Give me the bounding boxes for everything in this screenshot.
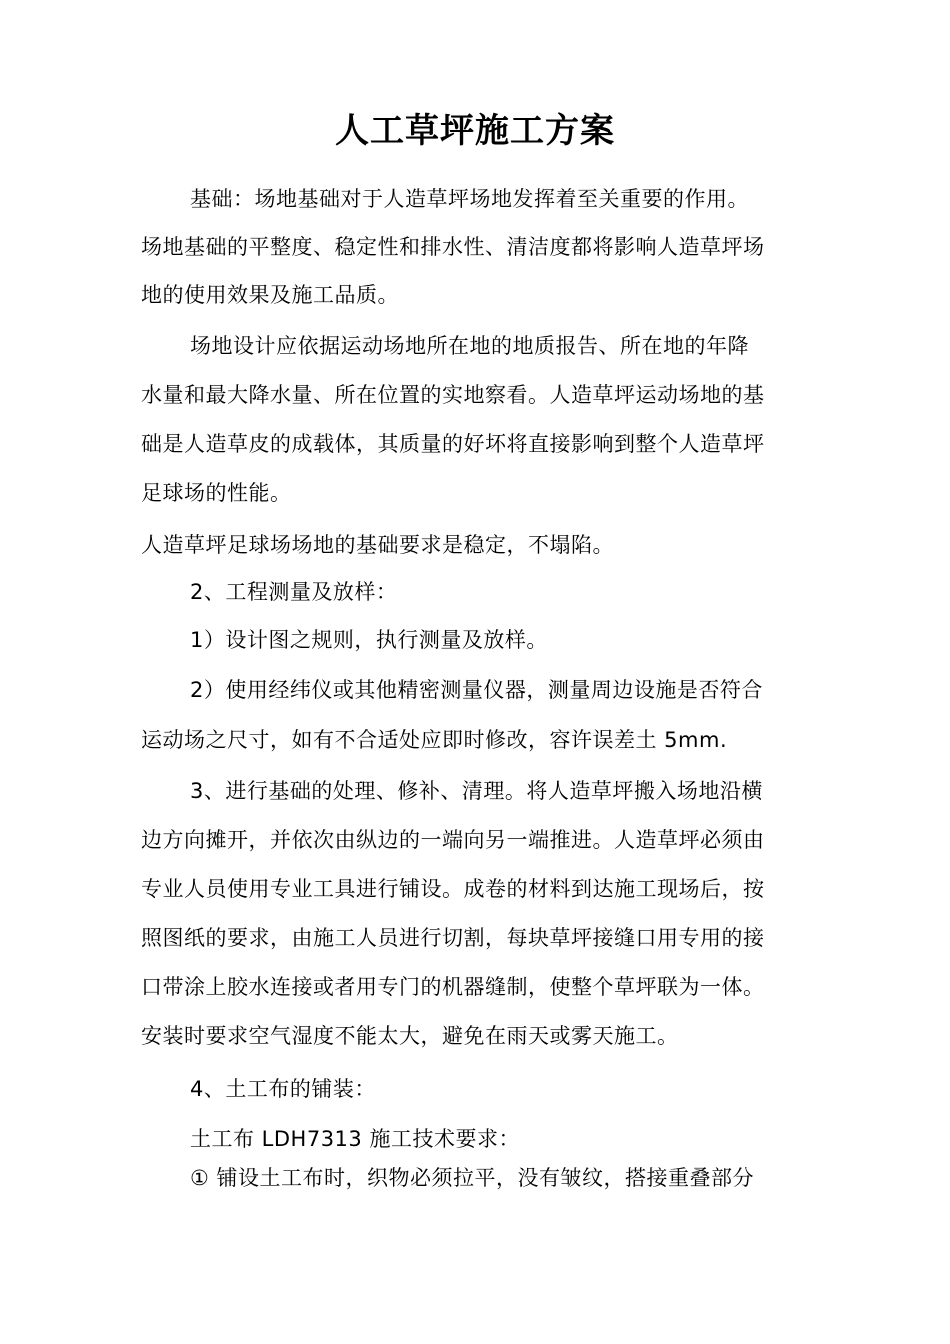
list-item: 1）设计图之规则，执行测量及放样。 bbox=[190, 628, 548, 652]
paragraph-line: 运动场之尺寸，如有不合适处应即时修改，容许误差土 5mm. bbox=[141, 728, 728, 752]
paragraph-line: 基础：场地基础对于人造草坪场地发挥着至关重要的作用。 bbox=[190, 187, 749, 211]
paragraph-line: 础是人造草皮的成载体，其质量的好坏将直接影响到整个人造草坪 bbox=[141, 432, 765, 456]
paragraph-line: 边方向摊开，并依次由纵边的一端向另一端推进。人造草坪必须由 bbox=[141, 828, 765, 852]
paragraph-line: 口带涂上胶水连接或者用专门的机器缝制，使整个草坪联为一体。 bbox=[141, 975, 765, 999]
paragraph-line: 水量和最大降水量、所在位置的实地察看。人造草坪运动场地的基 bbox=[141, 383, 765, 407]
list-item: ① 铺设土工布时，织物必须拉平，没有皱纹，搭接重叠部分 bbox=[190, 1166, 754, 1190]
paragraph-line: 土工布 LDH7313 施工技术要求： bbox=[190, 1127, 520, 1151]
paragraph-line: 足球场的性能。 bbox=[141, 481, 292, 505]
section-heading: 4、土工布的铺装： bbox=[190, 1077, 376, 1101]
section-heading: 3、进行基础的处理、修补、清理。将人造草坪搬入场地沿横 bbox=[190, 779, 763, 803]
section-heading: 2、工程测量及放样： bbox=[190, 580, 398, 604]
document-title: 人工草坪施工方案 bbox=[335, 111, 615, 151]
paragraph-line: 专业人员使用专业工具进行铺设。成卷的材料到达施工现场后，按 bbox=[141, 877, 765, 901]
list-item: 2）使用经纬仪或其他精密测量仪器，测量周边设施是否符合 bbox=[190, 678, 763, 702]
paragraph-line: 人造草坪足球场场地的基础要求是稳定，不塌陷。 bbox=[141, 533, 614, 557]
paragraph-line: 安装时要求空气湿度不能太大，避免在雨天或雾天施工。 bbox=[141, 1024, 679, 1048]
paragraph-line: 场地设计应依据运动场地所在地的地质报告、所在地的年降 bbox=[190, 334, 749, 358]
paragraph-line: 场地基础的平整度、稳定性和排水性、清洁度都将影响人造草坪场 bbox=[141, 235, 765, 259]
paragraph-line: 照图纸的要求，由施工人员进行切割，每块草坪接缝口用专用的接 bbox=[141, 926, 765, 950]
paragraph-line: 地的使用效果及施工品质。 bbox=[141, 283, 399, 307]
